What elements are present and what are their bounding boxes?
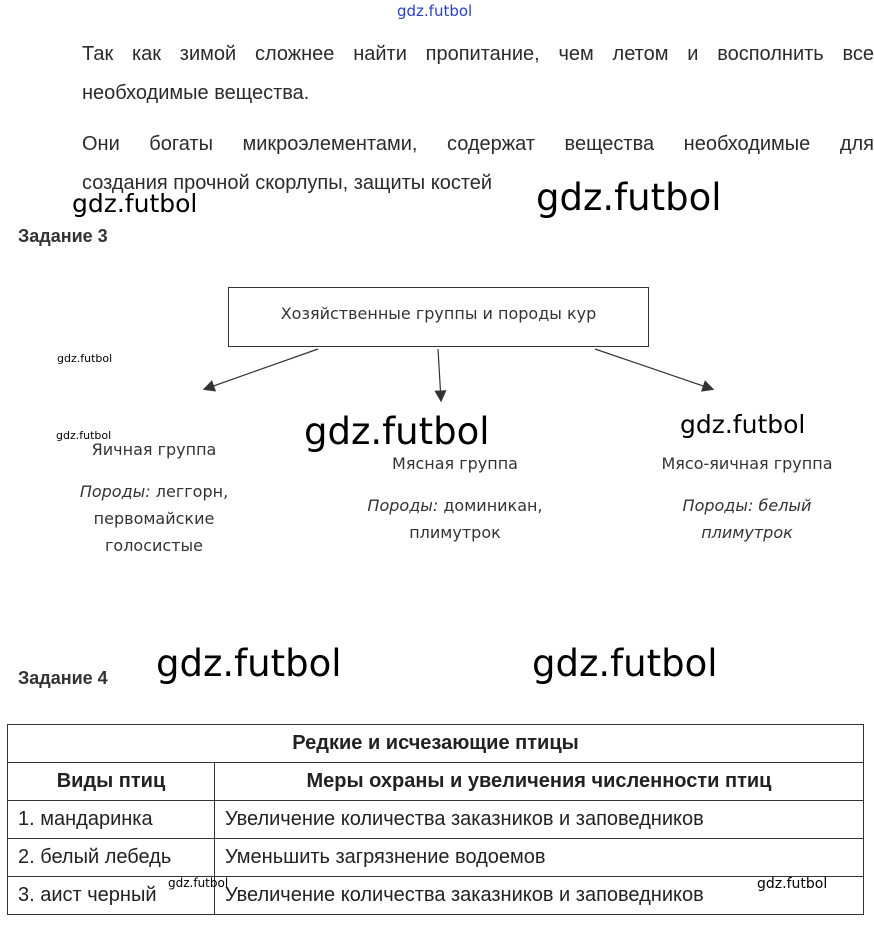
paragraph-line: необходимые вещества. [82,82,310,104]
watermark: gdz.futbol [72,189,198,218]
watermark: gdz.futbol [304,410,490,453]
rare-birds-table [7,724,864,915]
breed: леггорн, [150,482,229,501]
breed: голосистые [105,536,203,555]
breed: плимутрок [701,523,793,542]
arrow-to-egg-group [205,349,318,389]
species-cell: 3. аист черный [8,877,215,915]
meat-egg-group [642,450,852,546]
table-row [8,801,864,839]
breed: первомайские [93,509,215,528]
group-name: Яичная группа [91,440,217,459]
measures-cell: Увеличение количества заказников и заповедников [215,877,864,915]
table-row [8,839,864,877]
table-header-row [8,763,864,801]
watermark: gdz.futbol [536,176,722,219]
diagram-arrows [0,0,874,420]
task-4-title: Задание 4 [18,668,108,688]
group-breeds [64,478,244,559]
group-name: Мясная группа [392,454,518,473]
measures-cell: Уменьшить загрязнение водоемов [215,839,864,877]
paragraph-line: Так как зимой сложнее найти пропитание, чем летом и восполнить все [82,43,874,65]
egg-group [64,436,244,559]
breeds-label: Породы: [79,482,151,501]
watermark: gdz.futbol [757,876,828,892]
table-title: Редкие и исчезающие птицы [8,725,864,763]
meat-group [345,450,565,546]
breeds-label: Породы: [367,496,439,515]
paragraph-line: Они богаты микроэлементами, содержат вещества необходимые для [82,133,874,155]
watermark: gdz.futbol [57,352,113,365]
column-header-measures: Меры охраны и увеличения численности птиц [215,763,864,801]
diagram-root-label: Хозяйственные группы и породы кур [280,304,597,323]
table-row [8,877,864,915]
group-breeds [642,492,852,546]
watermark: gdz.futbol [680,410,806,439]
watermark: gdz.futbol [532,642,718,685]
header-watermark: gdz.futbol [397,2,473,20]
group-breeds [345,492,565,546]
arrow-to-meat-group [438,349,441,400]
breed: плимутрок [409,523,501,542]
watermark: gdz.futbol [156,642,342,685]
watermark: gdz.futbol [168,876,229,890]
task-3-title: Задание 3 [18,226,108,246]
group-name: Мясо-яичная группа [661,454,833,473]
breeds-label: Породы: [682,496,754,515]
arrow-to-meat-egg-group [595,349,712,389]
species-cell: 2. белый лебедь [8,839,215,877]
species-cell: 1. мандаринка [8,801,215,839]
table-title-row [8,725,864,763]
breed: белый [753,496,812,515]
watermark: gdz.futbol [56,429,112,442]
measures-cell: Увеличение количества заказников и заповедников [215,801,864,839]
column-header-species: Виды птиц [8,763,215,801]
breed: доминикан, [438,496,543,515]
paragraph-line: создания прочной скорлупы, защиты костей [82,172,493,194]
